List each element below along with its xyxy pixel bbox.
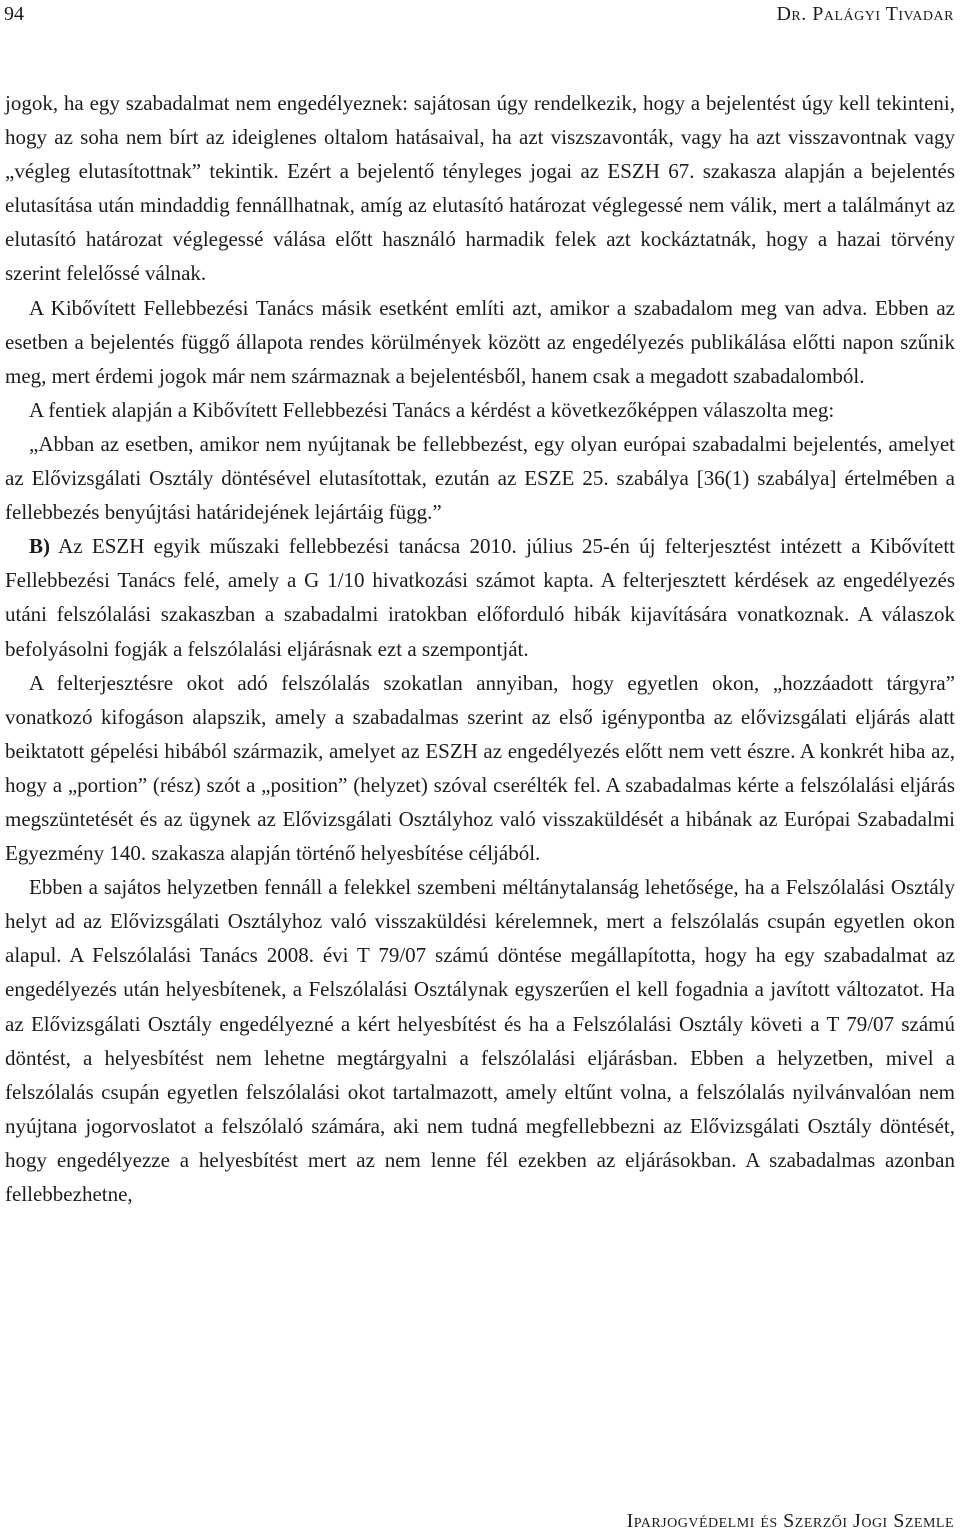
paragraph-text: Az ESZH egyik műszaki fellebbezési tanácsa 2010. július 25-én új felterjesztést intézett a Kibővített Fellebbezési Tanács felé, amely a G 1/10 hivatkozási számot kapta. A felterjesztett kérdések az engedélyezés utáni felszólalási szakaszban a szabadalmi iratokban előforduló hibák kijavítására vonatkoznak. A válaszok befolyásolni fogják a felszólalási eljárásnak ezt a szempontját. bbox=[5, 534, 955, 661]
paragraph-text: Ebben a sajátos helyzetben fennáll a felekkel szembeni méltánytalanság lehetősége, ha a Felszólalási Osztály helyt ad az Elővizsgálati Osztályhoz való visszaküldési kérelemnek, mert a felszólalás csupán egyetlen okon alapul. A Felszólalási Tanács 2008. évi T 79/07 számú döntése megállapította, hogy ha egy szabadalmat az engedélyezés után helyesbítenek, a Felszólalási Osztálynak egyszerűen el kell fogadnia a javított változatot. Ha az Elővizsgálati Osztály engedélyezné a kért helyesbítést és ha a Felszólalási Osztály követi a T 79/07 számú döntést, a helyesbítést nem lehetne megtárgyalni a felszólalási eljárásban. Ebben a helyzetben, mivel a felszólalás csupán egyetlen felszólalási okot tartalmazott, amely eltűnt volna, a felszólalás nyilvánvalóan nem nyújtana jogorvoslatot a felszólaló számára, aki nem tudná megfellebbezni az Elővizsgálati Osztály döntését, hogy engedélyezze a helyesbítést mert az nem lenne fél ezekben az eljárásokban. A szabadalmas azonban fellebbezhetne, bbox=[5, 875, 955, 1206]
paragraph bbox=[5, 393, 955, 427]
paragraph bbox=[5, 870, 955, 1211]
page-number: 94 bbox=[4, 3, 24, 25]
section-b-paragraph bbox=[5, 529, 955, 665]
paragraph-text: „Abban az esetben, amikor nem nyújtanak be fellebbezést, egy olyan európai szabadalmi bejelentés, amelyet az Elővizsgálati Osztály döntésével elutasítottak, ezután az ESZE 25. szabálya [36(1) szabálya] értelmében a fellebbezés benyújtási határidejének lejártáig függ.” bbox=[5, 431, 955, 525]
section-label: B) bbox=[29, 534, 50, 559]
paragraph-text: A Kibővített Fellebbezési Tanács másik esetként említi azt, amikor a szabadalom meg van adva. Ebben az esetben a bejelentés függő állapota rendes körülmények között az engedélyezés publikálása előtti napon szűnik meg, mert érdemi jogok már nem származnak a bejelentésből, hanem csak a megadott szabadalomból. bbox=[5, 295, 955, 388]
paragraph-text: A fentiek alapján a Kibővített Fellebbezési Tanács a kérdést a következőképpen válaszolta meg: bbox=[29, 397, 835, 422]
paragraph-text: A felterjesztésre okot adó felszólalás szokatlan annyiban, hogy egyetlen okon, „hozzáadott tárgyra” vonatkozó kifogáson alapszik, amely a szabadalmas szerint az első igénypontba az elővizsgálati eljárás alatt beiktatott gépelési hibából származik, amelyet az ESZH az engedélyezés előtt nem vett észre. A konkrét hiba az, hogy a „portion” (rész) szót a „position” (helyzet) szóval cserélték fel. A szabadalmas kérte a felszólalási eljárás megszüntetését és az ügynek az Elővizsgálati Osztályhoz való visszaküldését a hibának az Európai Szabadalmi Egyezmény 140. szakasza alapján történő helyesbítése céljából. bbox=[5, 670, 955, 866]
body-text bbox=[5, 86, 955, 1211]
journal-title: Iparjogvédelmi és Szerzői Jogi Szemle bbox=[626, 1510, 954, 1532]
paragraph-text: jogok, ha egy szabadalmat nem engedélyeznek: sajátosan úgy rendelkezik, hogy a bejelentést úgy kell tekinteni, hogy az soha nem bírt az ideiglenes oltalom hatásaival, ha azt viszszavonták, vagy ha azt visszavontnak vagy „végleg elutasítottnak” tekintik. Ezért a bejelentő tényleges jogai az ESZH 67. szakasza alapján a bejelentés elutasítása után mindaddig fennállhatnak, amíg az elutasító határozat véglegessé nem válik, mert a találmányt az elutasító határozat véglegessé válása előtt használó harmadik felek azt kockáztatnák, hogy a hazai törvény szerint felelőssé válnak. bbox=[5, 91, 955, 286]
running-head-author: Dr. Palágyi Tivadar bbox=[776, 3, 954, 25]
paragraph bbox=[5, 86, 955, 291]
quotation-paragraph bbox=[5, 427, 955, 529]
paragraph bbox=[5, 291, 955, 393]
paragraph bbox=[5, 666, 955, 871]
